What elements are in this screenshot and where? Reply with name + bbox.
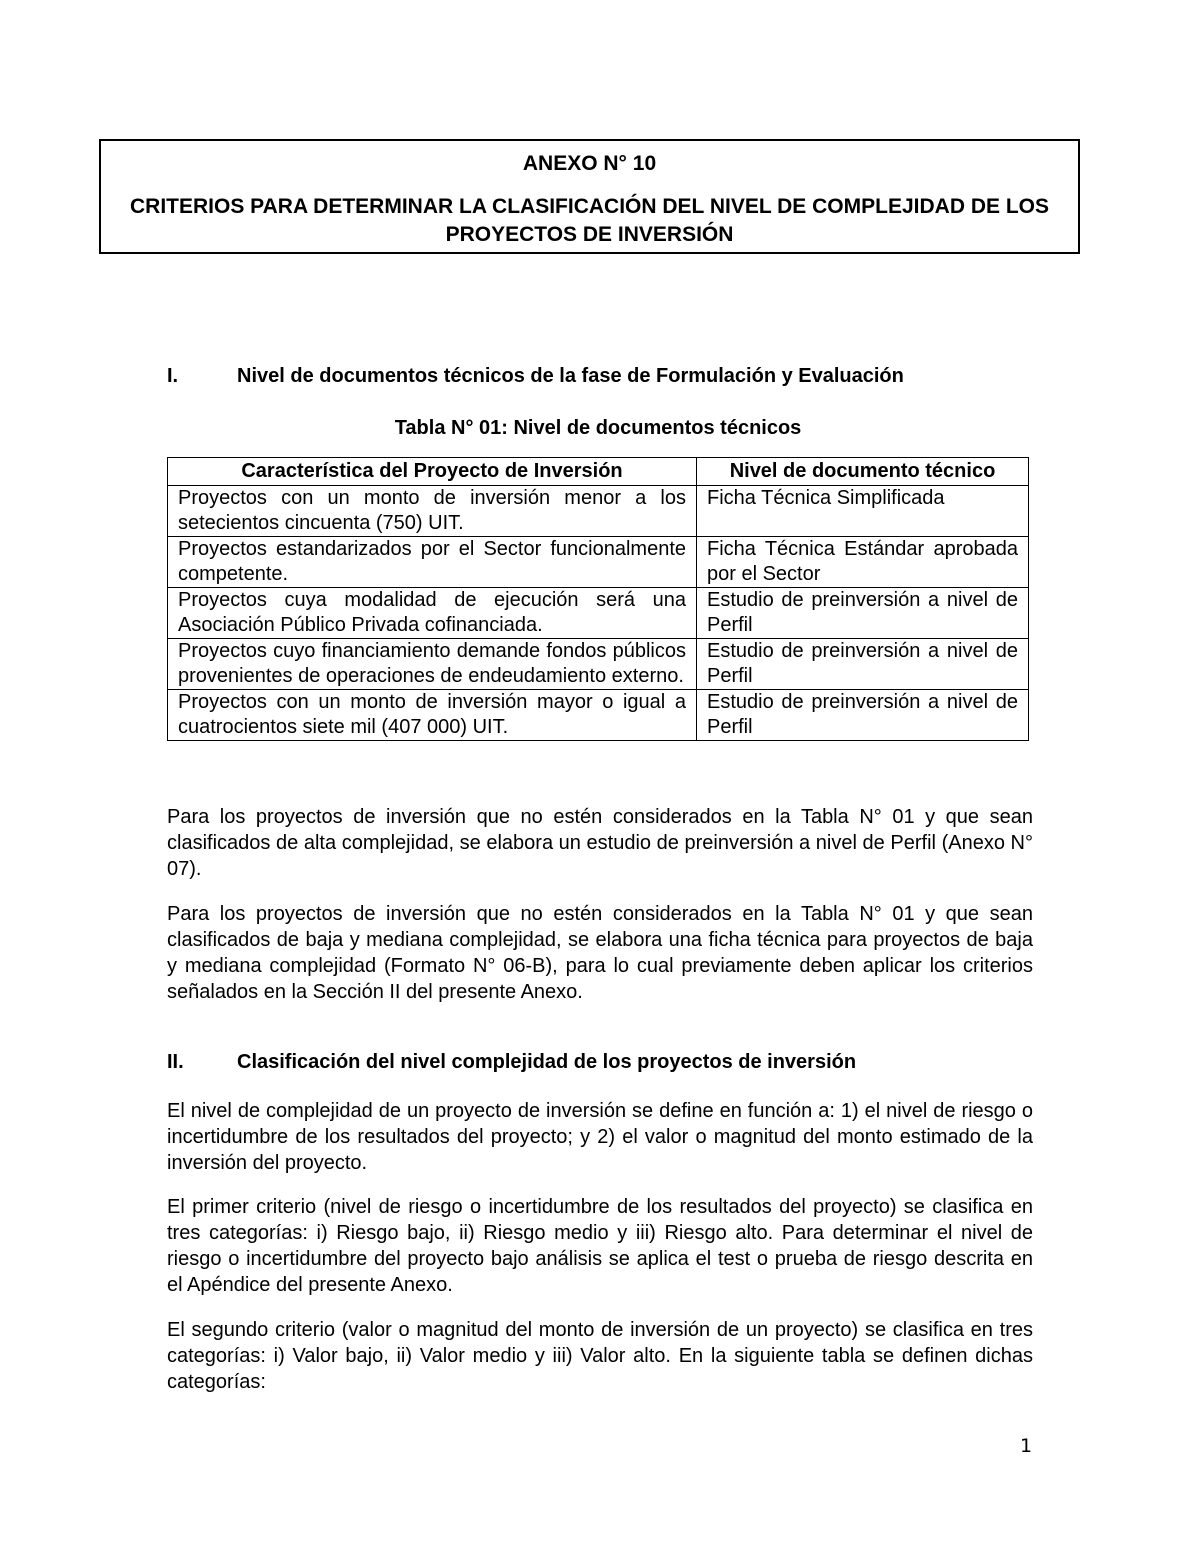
table-cell-characteristic: Proyectos con un monto de inversión mayor o igual a cuatrocientos siete mil (407 000) UIT. — [168, 690, 697, 741]
table-cell-document-level: Estudio de preinversión a nivel de Perfil — [697, 588, 1029, 639]
section-2-paragraph-second-criterion: El segundo criterio (valor o magnitud del monto de inversión de un proyecto) se clasifica en tres categorías: i) Valor bajo, ii) Valor medio y iii) Valor alto. En la siguiente tabla se definen dichas categorías: — [167, 1319, 1033, 1393]
section-2-paragraph-first-criterion: El primer criterio (nivel de riesgo o incertidumbre de los resultados del proyecto) se clasifica en tres categorías: i) Riesgo bajo, ii) Riesgo medio y iii) Riesgo alto. Para determinar el nivel de riesgo o incertidumbre del proyecto bajo análisis se aplica el test o prueba de riesgo descrita en el Apéndice del presente Anexo. — [167, 1196, 1033, 1296]
table-cell-document-level: Ficha Técnica Simplificada — [697, 486, 1029, 537]
annex-number-title: ANEXO N° 10 — [522, 152, 657, 175]
table-cell-document-level: Ficha Técnica Estándar aprobada por el Sector — [697, 537, 1029, 588]
table-cell-document-level: Estudio de preinversión a nivel de Perfil — [697, 690, 1029, 741]
section-2-paragraph-definition: El nivel de complejidad de un proyecto de inversión se define en función a: 1) el nivel de riesgo o incertidumbre de los resultados del proyecto; y 2) el valor o magnitud del monto estimado de la inversión del proyecto. — [167, 1100, 1033, 1174]
table-cell-characteristic: Proyectos estandarizados por el Sector funcionalmente competente. — [168, 537, 697, 588]
section-2-number: II. — [167, 1051, 184, 1073]
table-row — [168, 537, 1029, 588]
table-cell-characteristic: Proyectos con un monto de inversión menor a los setecientos cincuenta (750) UIT. — [168, 486, 697, 537]
table-row — [168, 486, 1029, 537]
page-number: 1 — [1020, 1435, 1033, 1457]
table-cell-characteristic: Proyectos cuya modalidad de ejecución será una Asociación Público Privada cofinanciada. — [168, 588, 697, 639]
section-2-title: Clasificación del nivel complejidad de los proyectos de inversión — [237, 1051, 857, 1073]
document-main-title: CRITERIOS PARA DETERMINAR LA CLASIFICACIÓN DEL NIVEL DE COMPLEJIDAD DE LOS PROYECTOS DE INVERSIÓN — [130, 195, 1049, 246]
annex-title-box — [99, 139, 1080, 254]
table-row — [168, 690, 1029, 741]
section-1-title: Nivel de documentos técnicos de la fase de Formulación y Evaluación — [237, 365, 904, 387]
section-2-heading — [167, 1048, 856, 1076]
section-1-heading — [167, 362, 904, 390]
table-cell-document-level: Estudio de preinversión a nivel de Perfil — [697, 639, 1029, 690]
table-row — [168, 588, 1029, 639]
section-1-number: I. — [167, 365, 179, 387]
table-header-document-level: Nivel de documento técnico — [697, 458, 1029, 486]
table-row — [168, 639, 1029, 690]
table-cell-characteristic: Proyectos cuyo financiamiento demande fondos públicos provenientes de operaciones de endeudamiento externo. — [168, 639, 697, 690]
table-header-row — [168, 458, 1029, 486]
section-1-paragraph-low-medium-complexity: Para los proyectos de inversión que no estén considerados en la Tabla N° 01 y que sean clasificados de baja y mediana complejidad, se elabora una ficha técnica para proyectos de baja y mediana complejidad (Formato N° 06-B), para lo cual previamente deben aplicar los criterios señalados en la Sección II del presente Anexo. — [167, 903, 1033, 1003]
section-1-paragraph-high-complexity: Para los proyectos de inversión que no estén considerados en la Tabla N° 01 y que sean clasificados de alta complejidad, se elabora un estudio de preinversión a nivel de Perfil (Anexo N° 07). — [167, 806, 1033, 880]
technical-documents-table — [167, 457, 1029, 741]
table-header-characteristic: Característica del Proyecto de Inversión — [168, 458, 697, 486]
table-caption: Tabla N° 01: Nivel de documentos técnicos — [394, 417, 802, 439]
